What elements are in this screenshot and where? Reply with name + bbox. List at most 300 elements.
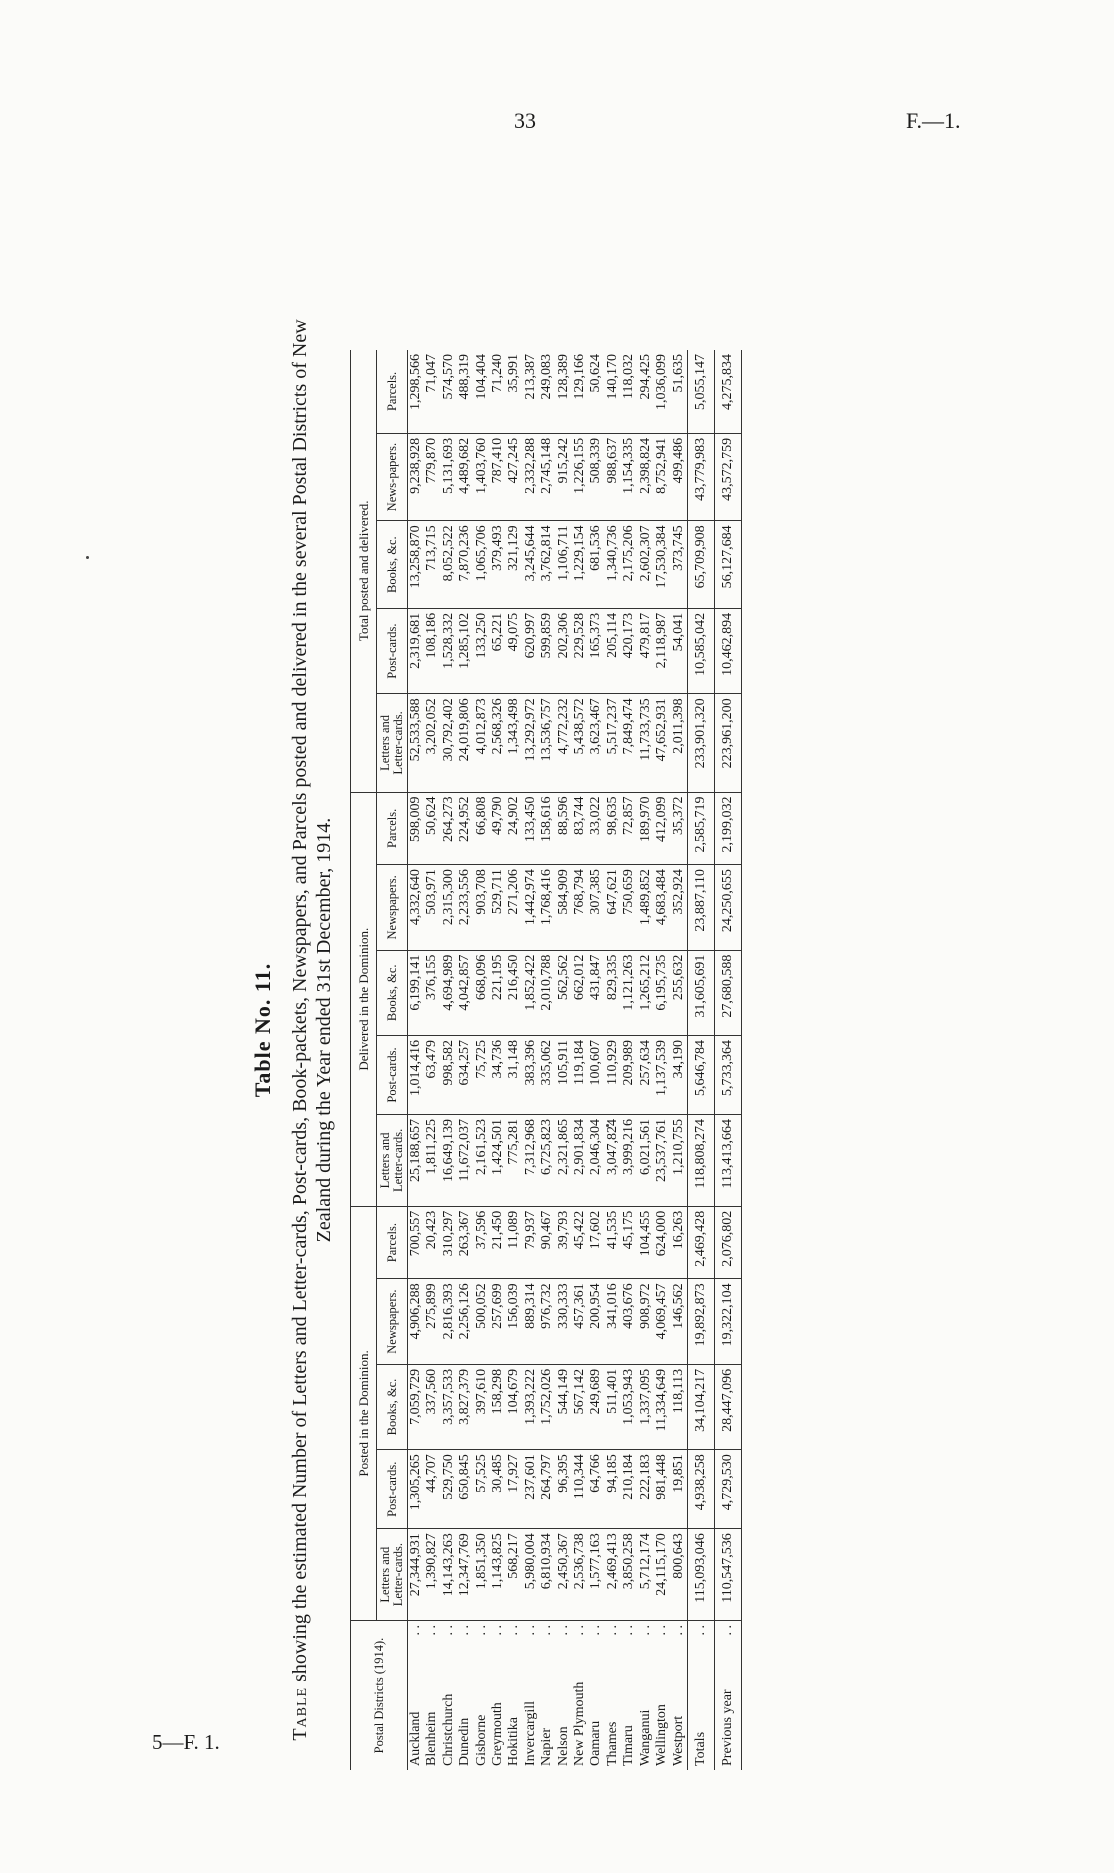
table-cell: 1,106,711 (556, 521, 572, 609)
table-cell: 4,938,258 (687, 1450, 714, 1529)
table-cell: 83,744 (572, 792, 588, 865)
table-cell: 28,447,096 (714, 1364, 741, 1449)
table-row (523, 350, 539, 1770)
table-cell: 41,535 (605, 1206, 621, 1279)
table-cell: 3,245,644 (523, 521, 539, 609)
table-cell: 335,062 (539, 1035, 555, 1114)
table-cell: 5,438,572 (572, 694, 588, 792)
district-name: Nelson (555, 1726, 571, 1766)
table-row (441, 350, 457, 1770)
table-cell: 330,333 (556, 1279, 572, 1364)
table-cell: 1,851,350 (474, 1529, 490, 1621)
table-cell: 24,902 (506, 792, 522, 865)
table-cell: 1,229,154 (572, 521, 588, 609)
district-name: Christchurch (440, 1693, 456, 1766)
table-cell: 45,175 (621, 1206, 637, 1279)
table-row (654, 350, 670, 1770)
table-cell: 45,422 (572, 1206, 588, 1279)
header-parcels: Parcels. (377, 350, 408, 433)
district-name: Thames (604, 1721, 620, 1766)
table-cell: 4,683,484 (654, 865, 670, 950)
table-row (556, 350, 572, 1770)
table-cell: 100,607 (588, 1035, 604, 1114)
table-cell: 307,385 (588, 865, 604, 950)
district-name-cell (490, 1621, 506, 1770)
table-cell: 3,623,467 (588, 694, 604, 792)
table-cell: 598,009 (408, 792, 425, 865)
district-name-cell (556, 1621, 572, 1770)
table-cell: 257,699 (490, 1279, 506, 1364)
table-cell: 43,779,983 (687, 433, 714, 521)
table-cell: 412,099 (654, 792, 670, 865)
district-name-cell (506, 1621, 522, 1770)
table-cell: 64,766 (588, 1450, 604, 1529)
table-cell: 156,039 (506, 1279, 522, 1364)
header-parcels: Parcels. (377, 1206, 408, 1279)
table-row (572, 350, 588, 1770)
table-cell: 337,560 (424, 1364, 440, 1449)
table-cell: 65,221 (490, 608, 506, 693)
table-cell: 1,811,225 (424, 1114, 440, 1206)
previous-year-row (714, 350, 741, 1770)
leader-dots: . . (588, 1625, 604, 1636)
district-name: Invercargill (522, 1700, 538, 1766)
header-posted: Posted in the Dominion. (351, 1206, 377, 1620)
table-cell: 3,762,814 (539, 521, 555, 609)
table-cell: 205,114 (605, 608, 621, 693)
table-row (424, 350, 440, 1770)
table-cell: 9,238,928 (408, 433, 425, 521)
table-cell: 1,065,706 (474, 521, 490, 609)
header-postcards: Post-cards. (377, 1035, 408, 1114)
table-cell: 2,319,681 (408, 608, 425, 693)
table-cell: 128,389 (556, 350, 572, 433)
table-cell: 249,083 (539, 350, 555, 433)
table-cell: 1,305,265 (408, 1450, 425, 1529)
table-cell: 431,847 (588, 950, 604, 1035)
table-cell: 6,725,823 (539, 1114, 555, 1206)
table-cell: 275,899 (424, 1279, 440, 1364)
footer-reference: 5—F. 1. (152, 1730, 220, 1754)
table-cell: 1,403,760 (474, 433, 490, 521)
table-cell: 4,332,640 (408, 865, 425, 950)
table-cell: 10,585,042 (687, 608, 714, 693)
table-cell: 13,258,870 (408, 521, 425, 609)
table-cell: 775,281 (506, 1114, 522, 1206)
table-cell: 310,297 (441, 1206, 457, 1279)
table-cell: 529,750 (441, 1450, 457, 1529)
leader-dots: . . (572, 1625, 588, 1636)
table-cell: 229,528 (572, 608, 588, 693)
table-body (408, 350, 742, 1770)
table-cell: 383,396 (523, 1035, 539, 1114)
table-cell: 700,557 (408, 1206, 425, 1279)
table-cell: 20,423 (424, 1206, 440, 1279)
table-cell: 56,127,684 (714, 521, 741, 609)
table-cell: 98,635 (605, 792, 621, 865)
district-name: Oamaru (588, 1720, 604, 1766)
district-name: Wellington (654, 1704, 670, 1766)
table-cell: 54,041 (671, 608, 688, 693)
table-cell: 34,736 (490, 1035, 506, 1114)
table-cell: 562,562 (556, 950, 572, 1035)
table-cell: 1,442,974 (523, 865, 539, 950)
district-name-cell (424, 1621, 440, 1770)
table-cell: 264,797 (539, 1450, 555, 1529)
table-cell: 13,292,972 (523, 694, 539, 792)
table-cell: 5,055,147 (687, 350, 714, 433)
table-cell: 624,000 (654, 1206, 670, 1279)
table-cell: 2,315,300 (441, 865, 457, 950)
table-cell: 146,562 (671, 1279, 688, 1364)
table-cell: 17,927 (506, 1450, 522, 1529)
table-cell: 2,076,802 (714, 1206, 741, 1279)
table-cell: 115,093,046 (687, 1529, 714, 1621)
table-cell: 31,148 (506, 1035, 522, 1114)
table-cell: 13,536,757 (539, 694, 555, 792)
table-cell: 133,250 (474, 608, 490, 693)
table-cell: 4,012,873 (474, 694, 490, 792)
table-cell: 427,245 (506, 433, 522, 521)
table-cell: 2,816,393 (441, 1279, 457, 1364)
table-cell: 255,632 (671, 950, 688, 1035)
table-cell: 3,357,533 (441, 1364, 457, 1449)
table-cell: 7,849,474 (621, 694, 637, 792)
caption-text: showing the estimated Number of Letters and Letter-cards, Post-cards, Book-packets, Newspapers, and Parcels posted and delivered in the several Postal Districts of New Zealand during the Year ended 31st December, 1914. (289, 319, 335, 1682)
table-cell: 35,372 (671, 792, 688, 865)
table-cell: 2,450,367 (556, 1529, 572, 1621)
table-cell: 24,115,170 (654, 1529, 670, 1621)
table-cell: 19,851 (671, 1450, 688, 1529)
table-cell: 2,161,523 (474, 1114, 490, 1206)
table-cell: 998,582 (441, 1035, 457, 1114)
header-newspapers: Newspapers. (377, 865, 408, 950)
header-books: Books, &c. (377, 950, 408, 1035)
table-cell: 599,859 (539, 608, 555, 693)
district-name-cell (539, 1621, 555, 1770)
header-postcards: Post-cards. (377, 1450, 408, 1529)
table-cell: 768,794 (572, 865, 588, 950)
table-cell: 10,462,894 (714, 608, 741, 693)
table-cell: 3,047,824 (605, 1114, 621, 1206)
table-cell: 50,624 (588, 350, 604, 433)
leader-dots: . . (539, 1625, 555, 1636)
table-cell: 210,184 (621, 1450, 637, 1529)
table-cell: 271,206 (506, 865, 522, 950)
table-cell: 71,047 (424, 350, 440, 433)
table-cell: 17,530,384 (654, 521, 670, 609)
table-cell: 1,489,852 (638, 865, 654, 950)
table-cell: 2,046,304 (588, 1114, 604, 1206)
table-cell: 779,870 (424, 433, 440, 521)
table-cell: 457,361 (572, 1279, 588, 1364)
table-cell: 294,425 (638, 350, 654, 433)
table-cell: 90,467 (539, 1206, 555, 1279)
table-cell: 4,042,857 (457, 950, 473, 1035)
table-cell: 1,577,163 (588, 1529, 604, 1621)
table-cell: 25,188,657 (408, 1114, 425, 1206)
district-name: New Plymouth (572, 1681, 588, 1766)
district-name-cell (605, 1621, 621, 1770)
table-cell: 6,021,561 (638, 1114, 654, 1206)
table-cell: 1,154,335 (621, 433, 637, 521)
table-cell: 1,337,095 (638, 1364, 654, 1449)
table-cell: 5,980,004 (523, 1529, 539, 1621)
table-cell: 27,680,588 (714, 950, 741, 1035)
table-cell: 140,170 (605, 350, 621, 433)
leader-dots: . . (473, 1625, 489, 1636)
table-cell: 634,257 (457, 1035, 473, 1114)
table-cell: 119,184 (572, 1035, 588, 1114)
header-delivered: Delivered in the Dominion. (351, 792, 377, 1206)
table-cell: 216,450 (506, 950, 522, 1035)
table-cell: 6,199,141 (408, 950, 425, 1035)
table-cell: 976,732 (539, 1279, 555, 1364)
district-name: Napier (539, 1727, 555, 1766)
header-letters: Letters and Letter-cards. (377, 694, 408, 792)
table-cell: 110,344 (572, 1450, 588, 1529)
table-cell: 158,298 (490, 1364, 506, 1449)
table-cell: 1,137,539 (654, 1035, 670, 1114)
leader-dots: . . (621, 1625, 637, 1636)
table-cell: 108,186 (424, 608, 440, 693)
header-parcels: Parcels. (377, 792, 408, 865)
table-cell: 3,202,052 (424, 694, 440, 792)
table-cell: 503,971 (424, 865, 440, 950)
table-cell: 511,401 (605, 1364, 621, 1449)
table-cell: 1,852,422 (523, 950, 539, 1035)
table-cell: 2,233,556 (457, 865, 473, 950)
table-cell: 75,725 (474, 1035, 490, 1114)
table-cell: 34,104,217 (687, 1364, 714, 1449)
table-cell: 6,195,735 (654, 950, 670, 1035)
district-name: Dunedin (457, 1717, 473, 1766)
table-cell: 1,014,416 (408, 1035, 425, 1114)
totals-row (687, 350, 714, 1770)
table-cell: 79,937 (523, 1206, 539, 1279)
table-cell: 27,344,931 (408, 1529, 425, 1621)
header-district: Postal Districts (1914). (351, 1621, 408, 1770)
table-cell: 1,768,416 (539, 865, 555, 950)
table-title: Table No. 11. (250, 962, 275, 1098)
district-name: Auckland (408, 1711, 423, 1766)
header-books: Books, &c. (377, 1364, 408, 1449)
table-cell: 988,637 (605, 433, 621, 521)
district-name: Westport (670, 1715, 686, 1766)
leader-dots: . . (506, 1625, 522, 1636)
leader-dots: . . (719, 1625, 735, 1636)
district-name: Gisborne (473, 1714, 489, 1766)
district-name: Totals (692, 1731, 708, 1766)
table-cell: 19,892,873 (687, 1279, 714, 1364)
district-name: Greymouth (490, 1702, 506, 1766)
table-cell: 113,413,664 (714, 1114, 741, 1206)
table-cell: 2,585,719 (687, 792, 714, 865)
table-cell: 4,906,288 (408, 1279, 425, 1364)
table-cell: 662,012 (572, 950, 588, 1035)
table-cell: 5,712,174 (638, 1529, 654, 1621)
table-cell: 224,952 (457, 792, 473, 865)
table-cell: 544,149 (556, 1364, 572, 1449)
table-cell: 11,334,649 (654, 1364, 670, 1449)
table-cell: 118,113 (671, 1364, 688, 1449)
district-name-cell (671, 1621, 688, 1770)
table-cell: 5,646,784 (687, 1035, 714, 1114)
table-cell: 1,121,263 (621, 950, 637, 1035)
table-cell: 189,970 (638, 792, 654, 865)
table-cell: 1,285,102 (457, 608, 473, 693)
table-cell: 118,808,274 (687, 1114, 714, 1206)
table-cell: 981,448 (654, 1450, 670, 1529)
table-cell: 233,901,320 (687, 694, 714, 792)
district-name-cell (621, 1621, 637, 1770)
table-cell: 19,322,104 (714, 1279, 741, 1364)
table-cell: 4,275,834 (714, 350, 741, 433)
leader-dots: . . (670, 1625, 686, 1636)
table-cell: 7,059,729 (408, 1364, 425, 1449)
table-cell: 49,075 (506, 608, 522, 693)
table-cell: 321,129 (506, 521, 522, 609)
table-cell: 17,602 (588, 1206, 604, 1279)
table-cell: 94,185 (605, 1450, 621, 1529)
district-name-cell (588, 1621, 604, 1770)
table-cell: 21,450 (490, 1206, 506, 1279)
table-cell: 23,537,761 (654, 1114, 670, 1206)
table-cell: 2,011,398 (671, 694, 688, 792)
district-name: Wanganui (637, 1709, 653, 1766)
table-cell: 508,339 (588, 433, 604, 521)
table-cell: 529,711 (490, 865, 506, 950)
district-name-cell (457, 1621, 473, 1770)
table-cell: 4,772,232 (556, 694, 572, 792)
header-books: Books, &c. (377, 521, 408, 609)
table-cell: 829,335 (605, 950, 621, 1035)
table-cell: 1,226,155 (572, 433, 588, 521)
table-cell: 213,387 (523, 350, 539, 433)
header-letters: Letters and Letter-cards. (377, 1114, 408, 1206)
table-cell: 31,605,691 (687, 950, 714, 1035)
table-cell: 1,143,825 (490, 1529, 506, 1621)
table-cell: 33,022 (588, 792, 604, 865)
leader-dots: . . (424, 1625, 440, 1636)
document-code: F.—1. (906, 108, 961, 133)
table-cell: 221,195 (490, 950, 506, 1035)
district-name-cell (523, 1621, 539, 1770)
table-cell: 567,142 (572, 1364, 588, 1449)
table-cell: 133,450 (523, 792, 539, 865)
table-cell: 249,689 (588, 1364, 604, 1449)
table-cell: 5,517,237 (605, 694, 621, 792)
table-row (490, 350, 506, 1770)
table-cell: 1,528,332 (441, 608, 457, 693)
table-cell: 24,250,655 (714, 865, 741, 950)
table-cell: 8,752,941 (654, 433, 670, 521)
table-cell: 1,752,026 (539, 1364, 555, 1449)
table-row (605, 350, 621, 1770)
table-cell: 889,314 (523, 1279, 539, 1364)
table-cell: 713,715 (424, 521, 440, 609)
rotated-table-region (250, 60, 900, 1780)
table-cell: 4,694,989 (441, 950, 457, 1035)
table-cell: 2,901,834 (572, 1114, 588, 1206)
table-cell: 2,745,148 (539, 433, 555, 521)
district-name-cell (408, 1621, 425, 1770)
table-cell: 165,373 (588, 608, 604, 693)
table-cell: 66,808 (474, 792, 490, 865)
table-row (474, 350, 490, 1770)
leader-dots: . . (408, 1625, 423, 1636)
table-cell: 71,240 (490, 350, 506, 433)
table-cell: 200,954 (588, 1279, 604, 1364)
table-cell: 500,052 (474, 1279, 490, 1364)
table-cell: 35,991 (506, 350, 522, 433)
district-name-cell (441, 1621, 457, 1770)
table-cell: 2,199,032 (714, 792, 741, 865)
table-row (408, 350, 425, 1770)
table-cell: 1,265,212 (638, 950, 654, 1035)
table-cell: 352,924 (671, 865, 688, 950)
table-cell: 2,469,428 (687, 1206, 714, 1279)
leader-dots: . . (522, 1625, 538, 1636)
leader-dots: . . (490, 1625, 506, 1636)
table-cell: 1,390,827 (424, 1529, 440, 1621)
table-cell: 104,404 (474, 350, 490, 433)
table-cell: 39,793 (556, 1206, 572, 1279)
table-cell: 2,398,824 (638, 433, 654, 521)
table-cell: 8,052,522 (441, 521, 457, 609)
postal-statistics-table (350, 350, 742, 1770)
table-cell: 488,319 (457, 350, 473, 433)
table-cell: 1,424,501 (490, 1114, 506, 1206)
table-cell: 681,536 (588, 521, 604, 609)
table-cell: 44,707 (424, 1450, 440, 1529)
header-postcards: Post-cards. (377, 608, 408, 693)
leader-dots: . . (457, 1625, 473, 1636)
table-cell: 397,610 (474, 1364, 490, 1449)
table-cell: 223,961,200 (714, 694, 741, 792)
district-name-cell (687, 1621, 714, 1770)
table-cell: 14,143,263 (441, 1529, 457, 1621)
table-cell: 908,972 (638, 1279, 654, 1364)
table-cell: 47,652,931 (654, 694, 670, 792)
table-cell: 158,616 (539, 792, 555, 865)
table-cell: 379,493 (490, 521, 506, 609)
table-cell: 915,242 (556, 433, 572, 521)
table-cell: 222,183 (638, 1450, 654, 1529)
table-cell: 11,672,037 (457, 1114, 473, 1206)
table-cell: 96,395 (556, 1450, 572, 1529)
table-cell: 403,676 (621, 1279, 637, 1364)
table-cell: 4,729,530 (714, 1450, 741, 1529)
table-cell: 63,479 (424, 1035, 440, 1114)
district-name: Hokitika (506, 1717, 522, 1766)
table-cell: 1,036,099 (654, 350, 670, 433)
table-cell: 51,635 (671, 350, 688, 433)
table-cell: 34,190 (671, 1035, 688, 1114)
table-cell: 4,489,682 (457, 433, 473, 521)
caption-lead: Table (289, 1686, 311, 1741)
page-number: 33 (514, 108, 536, 133)
table-row (457, 350, 473, 1770)
table-cell: 65,709,908 (687, 521, 714, 609)
table-row (621, 350, 637, 1770)
header-newspapers: Newspapers. (377, 1279, 408, 1364)
header-letters: Letters and Letter-cards. (377, 1529, 408, 1621)
leader-dots: . . (637, 1625, 653, 1636)
table-cell: 2,536,738 (572, 1529, 588, 1621)
table-cell: 24,019,806 (457, 694, 473, 792)
district-name-cell (638, 1621, 654, 1770)
